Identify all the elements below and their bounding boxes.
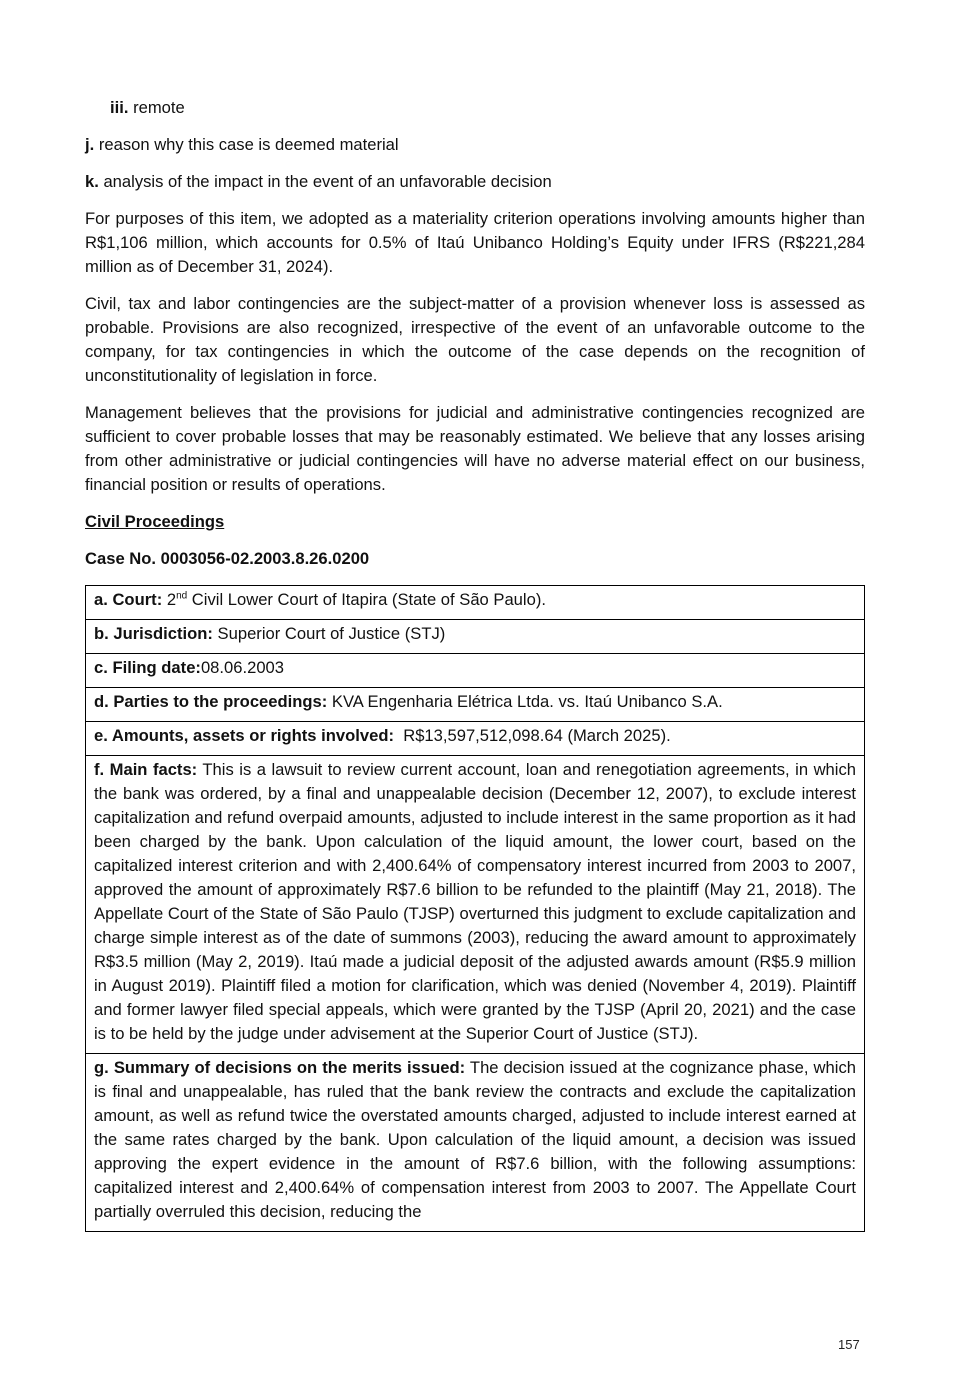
facts-cell [86,756,865,1054]
page-number: 157 [838,1337,860,1352]
amounts-label: e. Amounts, assets or rights involved: [94,726,394,745]
parties-value: KVA Engenharia Elétrica Ltda. vs. Itaú Unibanco S.A. [327,692,723,711]
list-item-j [85,133,865,157]
paragraph-materiality: For purposes of this item, we adopted as a materiality criterion operations involving amounts higher than R$1,106 million, which accounts for 0.5% of Itaú Unibanco Holding’s Equity under IFRS (R$221,284 million as of December 31, 2024). [85,209,865,276]
table-row [86,756,865,1054]
filing-cell [86,654,865,688]
parties-label: d. Parties to the proceedings: [94,692,328,711]
amounts-cell [86,722,865,756]
summary-cell [86,1054,865,1232]
item-text: reason why this case is deemed material [94,135,399,154]
list-item-iii [85,96,865,120]
case-table [85,585,865,1232]
item-label: iii. [110,98,129,117]
table-row [86,688,865,722]
item-text: remote [128,98,185,117]
paragraph-contingencies: Civil, tax and labor contingencies are the subject-matter of a provision whenever loss is assessed as probable. Provisions are also recognized, irrespective of the event of an unfavorable outcome to the company, for tax contingencies in which the outcome of the case depends on the recognition of unconstitutionality of legislation in force. [85,294,865,385]
item-label: k. [85,172,99,191]
jurisdiction-cell [86,620,865,654]
court-label: a. Court: [94,590,163,609]
section-heading: Civil Proceedings [85,512,225,531]
list-item-k [85,170,865,194]
document-page [85,96,865,1232]
amounts-value: R$13,597,512,098.64 (March 2025). [393,726,671,745]
filing-value: 08.06.2003 [200,658,285,677]
case-number: Case No. 0003056-02.2003.8.26.0200 [85,549,370,568]
court-value: 2 [162,590,177,609]
table-row [86,620,865,654]
summary-value: The decision issued at the cognizance phase, which is final and unappealable, has ruled that the bank review the contracts and exclude the capitalization amount, as well as refund twice the overstated amounts charged, adjusted to include interest earned at the same rates charged by the bank. Upon calculation of the liquid amount, a decision was issued approving the expert evidence in the amount of R$7.6 billion, with the following assumptions: capitalized interest and 2,400.64% of compensation interest from 2003 to 2007. The Appellate Court partially overruled this decision, reducing the [94,1058,856,1221]
paragraph-management: Management believes that the provisions for judicial and administrative contingencies recognized are sufficient to cover probable losses that may be reasonably estimated. We believe that any losses arising from other administrative or judicial contingencies will have no adverse material effect on our business, financial position or results of operations. [85,403,865,494]
facts-value: This is a lawsuit to review current account, loan and renegotiation agreements, in which the bank was ordered, by a final and unappealable decision (December 12, 2007), to exclude interest capitalization and refund overpaid amounts, adjusted to include interest in the same proportion as it had been charged by the bank. Upon calculation of the liquid amount, the lower court, based on the capitalized interest criterion and with 2,400.64% of compensatory interest incurred from 2003 to 2007, approved the amount of approximately R$7.6 billion to be refunded to the plaintiff (May 21, 2018). The Appellate Court of the State of São Paulo (TJSP) overturned this judgment to exclude capitalization and charge simple interest as of the date of summons (2003), reducing the award amount to approximately R$3.5 million (May 2, 2019). Itaú made a judicial deposit of the adjusted awards amount (R$5.9 million in August 2019). Plaintiff filed a motion for clarification, which was denied (November 4, 2019). Plaintiff and former lawyer filed special appeals, which were granted by the TJSP (April 20, 2021) and the case is to be held by the judge under advisement at the Superior Court of Justice (STJ). [94,760,857,1043]
jurisdiction-value: Superior Court of Justice (STJ) [212,624,446,643]
court-cell [86,586,865,620]
court-superscript: nd [176,590,188,602]
table-row [86,1054,865,1232]
table-row [86,586,865,620]
parties-cell [86,688,865,722]
table-row [86,722,865,756]
facts-label: f. Main facts: [94,760,198,779]
court-value-rest: Civil Lower Court of Itapira (State of São Paulo). [187,590,546,609]
table-row [86,654,865,688]
filing-label: c. Filing date: [94,658,201,677]
item-label: j. [85,135,95,154]
item-text: analysis of the impact in the event of an unfavorable decision [98,172,552,191]
jurisdiction-label: b. Jurisdiction: [94,624,213,643]
summary-label: g. Summary of decisions on the merits issued: [94,1058,466,1077]
